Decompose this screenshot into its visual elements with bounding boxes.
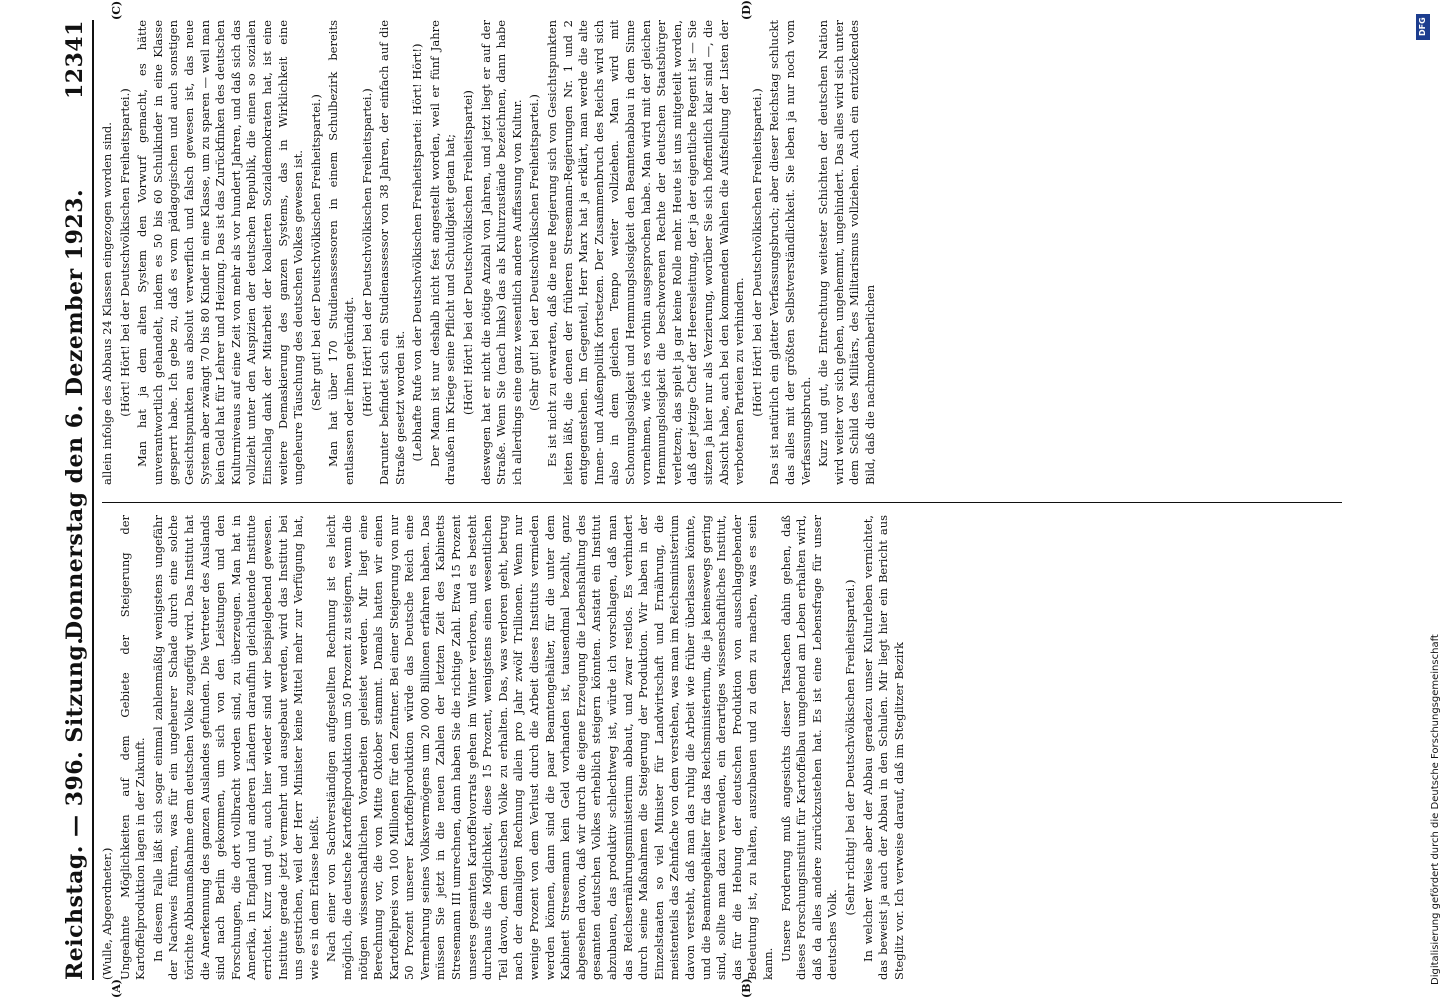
paragraph: Nach einer von Sachverständigen aufgestellten Rechnung ist es leicht möglich, die deutsche Kartoffelproduktion um 50 Prozent zu steigern, wenn die nötigen wissenschaftlichen Vorarbeiten geleistet werden. Mir liegt eine Berechnung vor, die von Mitte Oktober stammt. Damals hatten wir einen Kartoffelpreis von 100 Millionen für den Zentner. Bei einer Steigerung von nur 50 Prozent unserer Kartoffelproduktion würde das Deutsche Reich eine Vermehrung seines Volksvermögens um 20 000 Billionen erfahren haben. Das müssen Sie jetzt in die neuen Zahlen der letzten Zeit des Kabinetts Stresemann III umrechnen, dann haben Sie die richtige Zahl. Etwa 15 Prozent unseres gesamten Kartoffelvorrats gehen im Winter verloren, und es besteht durchaus die Möglichkeit, diese 15 Prozent, wenigstens einen wesentlichen Teil davon, dem deutschen Volke zu erhalten. Das, was verloren geht, betrug nach der damaligen Rechnung allein pro Jahr zwölf Trillionen. Wenn nur wenige Prozent von dem Verlust durch die Arbeit dieses Instituts vermieden werden können, dann sind die paar Beamtengehälter, für die unter dem Kabinett Stresemann kein Geld vorhanden ist, tausendmal bezahlt, ganz abgesehen davon, daß wir durch die eigene Erzeugung die Lebenshaltung des gesamten deutschen Volkes erheblich steigern könnten. Anstatt ein Institut abzubauen, das produktiv schlechtweg ist, würde ich vorschlagen, daß man das Reichsernährungsministerium abbaut, und zwar restlos. Es verhindert durch seine Maßnahmen die Steigerung der Produktion. Wir haben in der Einzelstaaten so viel Minister für Landwirtschaft und Ernährung, die meistenteils das Zehnfache von dem verstehen, was man im Reichsministerium davon versteht, daß man das ruhig die Arbeit wie früher überlassen könnte, und die Beamtengehälter für das Reichsministerium, die ja keineswegs gering sind, sollte man dazu verwenden, ein derartiges wissenschaftliches Institut, das für die Hebung der deutschen Produktion von ausschlaggebender Bedeutung ist, zu halten, auszubauen und zu dem zu machen, was es sein kann. bbox=[324, 515, 775, 980]
paragraph: deswegen hat er nicht die nötige Anzahl von Jahren, und jetzt liegt er auf der Straße. Wenn Sie (nach links) das als Kulturzustände bezeichnen, dann habe ich allerdings eine ganz wesentlich andere Auffassung von Kultur. bbox=[478, 20, 524, 485]
interjection: (Lebhafte Rufe von der Deutschvölkischen Freiheitspartei: Hört! Hört!) bbox=[410, 43, 425, 462]
margin-marker-a: (A) bbox=[110, 979, 123, 998]
interjection: (Sehr gut! bei der Deutschvölkischen Freiheitspartei.) bbox=[308, 94, 323, 411]
page-number: 12341 bbox=[62, 20, 88, 100]
paragraph: Es ist nicht zu erwarten, daß die neue Regierung sich von Gesichtspunkten leiten läßt, die denen der früheren Stresemann-Regierungen Nr. 1 und 2 entgegenstehen. Im Gegenteil, Herr Marx hat ja erklärt, man werde die alte Innen- und Außenpolitik fortsetzen. Der Zusammenbruch des Reichs wird sich also in dem gleichen Tempo weiter vollziehen. Man wird mit Schonungslosigkeit und Hemmungslosigkeit den Beamtenabbau in dem Sinne vornehmen, wie ich es vorhin ausgesprochen habe. Man wird mit der gleichen Hemmungslosigkeit die beschworenen Rechte der deutschen Staatsbürger verletzen; das spielt ja gar keine Rolle mehr. Heute ist uns mitgeteilt worden, daß der jetzige Chef der Heeresleitung, der ja der eigentliche Regent ist — Sie sitzen ja hier nur als Verzierung, worüber Sie sich hoffentlich klar sind —, die Absicht habe, auch bei den kommenden Wahlen die Aufstellung der Listen der verbotenen Parteien zu verhindern. bbox=[545, 20, 747, 485]
margin-marker-b: (B) bbox=[740, 978, 753, 998]
margin-marker-c: (C) bbox=[110, 0, 123, 20]
column-divider bbox=[102, 502, 1342, 503]
paragraph: Unsere Forderung muß angesichts dieser Tatsachen dahin gehen, daß dieses Forschungsinstitut für Kartoffelbau umgehend am Leben erhalten wird, daß da alles andere zurückzustehen hat. Es ist eine Lebensfrage für unser deutsches Volk. bbox=[778, 515, 840, 980]
speaker-line: (Wulle, Abgeordneter.) bbox=[100, 847, 114, 980]
paragraph: In diesem Falle läßt sich sogar einmal zahlenmäßig wenigstens ungefähr der Nachweis führen, was für ein ungeheurer Schade durch eine solche törichte Abbaumaßnahme dem deutschen Volke zugefügt wird. Das Institut hat die Anerkennung des ganzen Auslandes gefunden. Die Vertreter des Auslands sind nach Berlin gekommen, um sich von den Leistungen und den Forschungen, die dort vollbracht worden sind, zu überzeugen. Man hat in Amerika, in England und anderen Ländern daraufhin gleichlautende Institute errichtet. Kurz und gut, auch hier wieder sind wir beispielgebend gewesen. Institute gerade jetzt vermehrt und ausgebaut werden, wird das Institut bei uns gestrichen, weil der Herr Minister keine Mittel mehr zur Verfügung hat, wie es in dem Erlasse heißt. bbox=[150, 515, 321, 980]
interjection: (Hört! Hört! bei der Deutschvölkischen Freiheitspartei.) bbox=[749, 88, 764, 417]
paragraph: Das ist natürlich ein glatter Verfassungsbruch; aber dieser Reichstag schluckt das alles mit der größten Selbstverständlichkeit. Sie leben ja nur noch vom Verfassungsbruch. bbox=[767, 20, 813, 485]
digitization-credit bbox=[1416, 10, 1441, 990]
paragraph: In welcher Weise aber der Abbau geradezu unser Kulturleben vernichtet, das beweist ja auch der Abbau in den Schulen. Mir liegt hier ein Bericht aus Steglitz vor. Ich verweise darauf, daß im Steglitzer Bezirk bbox=[860, 515, 906, 980]
paragraph: Darunter befindet sich ein Studienassessor von 38 Jahren, der einfach auf die Straße gesetzt worden ist. bbox=[377, 20, 407, 485]
page-header bbox=[54, 20, 94, 980]
column-right bbox=[100, 20, 1350, 485]
paragraph: Kurz und gut, die Entrechtung weitester Schichten der deutschen Nation wird weiter vor sich gehen, ungehemmt, ungehindert. Das alles wird sich unter dem Schild des Militärs, des Militarismus vollziehen. Auch ein entzückendes Bild, daß die nachmodenberlichen bbox=[816, 20, 877, 485]
paragraph: Der Mann ist nur deshalb nicht fest angestellt worden, weil er fünf Jahre draußen im Kriege seine Pflicht und Schuldigkeit getan hat; bbox=[427, 20, 458, 485]
interjection: (Hört! Hört! bei der Deutschvölkischen Freiheitspartei) bbox=[461, 90, 476, 415]
interjection: (Hört! Hört! bei der Deutschvölkischen Freiheitspartei.) bbox=[117, 88, 132, 417]
credit-text: Digitalisierung gefördert durch die Deutsche Forschungsgemeinschaft bbox=[1430, 634, 1441, 985]
interjection: (Sehr gut! bei der Deutschvölkischen Freiheitspartei.) bbox=[527, 94, 542, 411]
interjection: (Sehr richtig! bei der Deutschvölkischen Freiheitspartei.) bbox=[842, 579, 857, 916]
paragraph: Man hat über 170 Studienassessoren in einem Schulbezirk bereits entlassen oder ihnen gekündigt. bbox=[326, 20, 356, 485]
header-rule bbox=[92, 20, 94, 980]
paragraph: Ungeahnte Möglichkeiten auf dem Gebiete der Steigerung der Kartoffelproduktion lagen in der Zukunft. bbox=[117, 515, 148, 980]
interjection: (Hört! Hört! bei der Deutschvölkischen Freiheitspartei.) bbox=[359, 88, 374, 417]
header-date: Donnerstag den 6. Dezember 1923. bbox=[62, 188, 88, 640]
paragraph: Man hat ja dem alten System den Vorwurf gemacht, es hätte unverantwortlich gehandelt, indem es 50 bis 60 Schulkinder in eine Klasse gesperrt habe. Ich gebe zu, daß es vom pädagogischen und auch sonstigen Gesichtspunkten aus absolut verwerflich und falsch gewesen ist, das neue System aber zwängt 70 bis 80 Kinder in eine Klasse, um zu sparen — weil man kein Geld hat für Lehrer und Heizung. Das ist das Zurückfinken des deutschen Kulturniveaus auf eine Zeit von mehr als vor hundert Jahren, und daß sich das vollzieht unter den Auspizien der deutschen Republik, die einen so sozialen Einschlag dank der Mitarbeit der koalierten Sozialdemokraten hat, ist eine weitere Demaskierung des ganzen Systems, das in Wirklichkeit eine ungeheure Täuschung des deutschen Volkes gewesen ist. bbox=[135, 20, 306, 485]
paragraph: allein infolge des Abbaus 24 Klassen eingezogen worden sind. bbox=[100, 122, 114, 485]
dfg-logo: DFG bbox=[1416, 14, 1430, 40]
column-left bbox=[100, 515, 1350, 980]
margin-marker-d: (D) bbox=[740, 0, 753, 20]
rotated-newspaper-page bbox=[40, 0, 1370, 1000]
header-left: Reichstag. — 396. Sitzung. bbox=[62, 636, 88, 980]
